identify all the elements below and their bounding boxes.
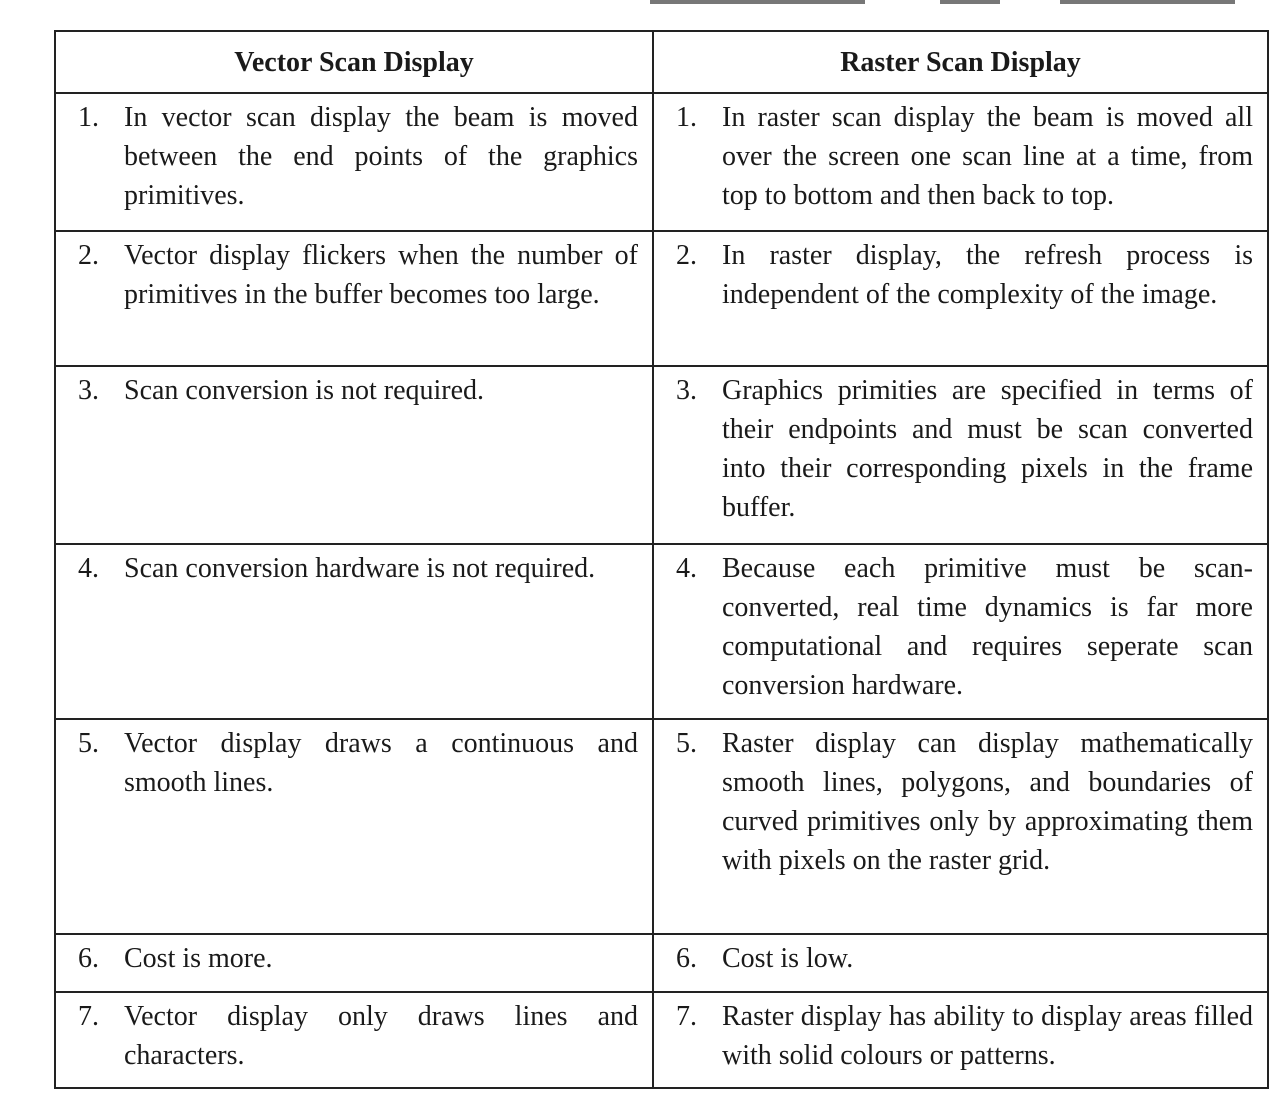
- item-number: 4.: [78, 553, 99, 584]
- item-number: 6.: [78, 943, 99, 974]
- vector-cell: [55, 544, 653, 719]
- vector-point: In vector scan display the beam is moved between the end points of the graphics primitives.: [124, 102, 638, 211]
- raster-cell: [653, 992, 1268, 1088]
- vector-point: Cost is more.: [124, 943, 273, 974]
- item-number: 2.: [676, 240, 697, 271]
- item-number: 4.: [676, 553, 697, 584]
- raster-cell: [653, 544, 1268, 719]
- table-row: [55, 934, 1268, 992]
- raster-cell: [653, 93, 1268, 231]
- vector-cell: [55, 719, 653, 934]
- table-row: [55, 231, 1268, 366]
- table-row: [55, 992, 1268, 1088]
- table-row: [55, 544, 1268, 719]
- vector-cell: [55, 934, 653, 992]
- raster-cell: [653, 719, 1268, 934]
- item-number: 5.: [78, 728, 99, 759]
- raster-point: Graphics primities are specified in terms of their endpoints and must be scan converted into their corresponding pixels in the frame buffer.: [722, 375, 1253, 523]
- vector-point: Vector display draws a continuous and smooth lines.: [124, 728, 638, 798]
- raster-point: In raster scan display the beam is moved all over the screen one scan line at a time, from top to bottom and then back to top.: [722, 102, 1253, 211]
- vector-point: Vector display only draws lines and characters.: [124, 1001, 638, 1071]
- raster-point: Cost is low.: [722, 943, 854, 974]
- comparison-table: [54, 30, 1269, 1089]
- vector-point: Scan conversion hardware is not required.: [124, 553, 596, 584]
- item-number: 7.: [78, 1001, 99, 1032]
- top-edge-marks: [0, 0, 1280, 10]
- item-number: 5.: [676, 728, 697, 759]
- table-row: [55, 719, 1268, 934]
- item-number: 7.: [676, 1001, 697, 1032]
- raster-cell: [653, 934, 1268, 992]
- table-row: [55, 93, 1268, 231]
- raster-cell: [653, 366, 1268, 544]
- header-raster-scan: Raster Scan Display: [653, 31, 1268, 93]
- vector-point: Vector display flickers when the number of primitives in the buffer becomes too large.: [124, 240, 638, 310]
- header-row: [55, 31, 1268, 93]
- item-number: 1.: [676, 102, 697, 133]
- item-number: 6.: [676, 943, 697, 974]
- vector-cell: [55, 992, 653, 1088]
- vector-cell: [55, 366, 653, 544]
- vector-cell: [55, 231, 653, 366]
- item-number: 2.: [78, 240, 99, 271]
- raster-point: Raster display can display mathematically smooth lines, polygons, and boundaries of curved primitives only by approximating them with pixels on the raster grid.: [722, 728, 1253, 876]
- item-number: 1.: [78, 102, 99, 133]
- header-vector-scan: Vector Scan Display: [55, 31, 653, 93]
- vector-point: Scan conversion is not required.: [124, 375, 485, 406]
- raster-cell: [653, 231, 1268, 366]
- vector-cell: [55, 93, 653, 231]
- raster-point: In raster display, the refresh process is independent of the complexity of the image.: [722, 240, 1253, 310]
- item-number: 3.: [676, 375, 697, 406]
- table-row: [55, 366, 1268, 544]
- raster-point: Because each primitive must be scan-converted, real time dynamics is far more computational and requires seperate scan conversion hardware.: [722, 553, 1253, 701]
- raster-point: Raster display has ability to display areas filled with solid colours or patterns.: [722, 1001, 1253, 1071]
- item-number: 3.: [78, 375, 99, 406]
